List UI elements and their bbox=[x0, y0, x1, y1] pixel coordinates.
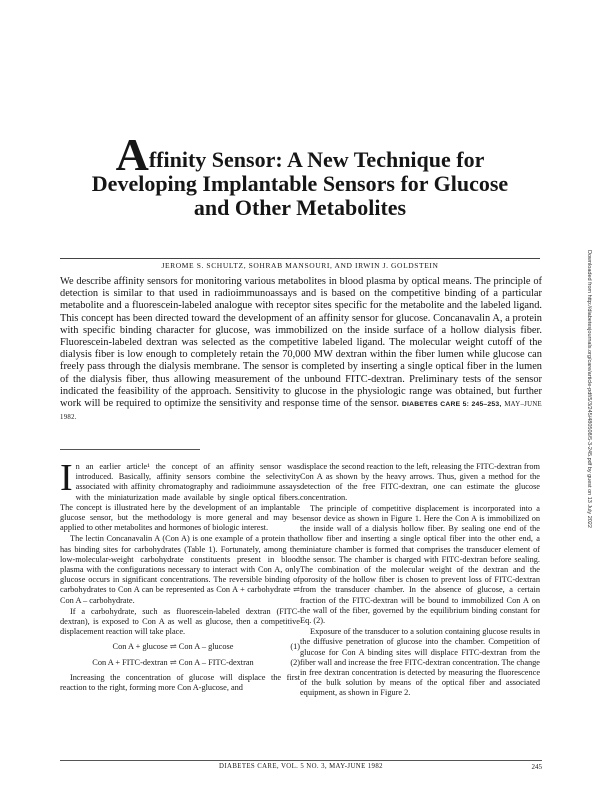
download-watermark: Downloaded from http://diabetesjournals.org/care/article-pdf/5/3/245/480508/5-3-245.pdf by guest on 13 July 2022 bbox=[586, 250, 592, 528]
author-line: JEROME S. SCHULTZ, SOHRAB MANSOURI, AND IRWIN J. GOLDSTEIN bbox=[60, 258, 540, 270]
equation-1-number: (1) bbox=[290, 642, 300, 652]
paragraph: The principle of competitive displacement is incorporated into a sensor device as shown in Figure 1. Here the Con A is immobilized on the inside wall of a dialysis hollow fiber. By sealing one end of the hollow fiber and inserting a single optical fiber into the other end, a miniature chamber is formed that comprises the transducer element of the sensor. The chamber is charged with FITC-dextran before sealing. The combination of the molecular weight of the dextran and the porosity of the hollow fiber is chosen to prevent loss of FITC-dextran from the transducer chamber. In the absence of glucose, a certain fraction of the FITC-dextran will be bound to immobilized Con A on the wall of the fiber, governed by the equilibrium binding constant for Eq. (2). bbox=[300, 503, 540, 626]
running-footer: DIABETES CARE, VOL. 5 NO. 3, MAY-JUNE 1982 bbox=[219, 763, 383, 770]
abstract-citation: DIABETES CARE 5: 245–253, bbox=[401, 401, 502, 409]
paragraph: If a carbohydrate, such as fluorescein-labeled dextran (FITC-dextran), is exposed to Con A as well as glucose, then a competitive displacement reaction will take place. bbox=[60, 606, 300, 637]
footer-rule bbox=[60, 760, 542, 761]
abstract-citation-date: MAY–JUNE 1982. bbox=[60, 401, 542, 422]
title-line-1 bbox=[62, 129, 538, 180]
title-line-3: and Other Metabolites bbox=[193, 195, 407, 220]
equation-2-number: (2) bbox=[290, 657, 300, 667]
paragraph: Increasing the concentration of glucose will displace the first reaction to the right, forming more Con A-glucose, and bbox=[60, 672, 300, 693]
paragraph-text: n an earlier article¹ the concept of an affinity sensor was introduced. Basically, affinity sensors combine the selectivity associated with affinity chromatography and radioimmune assays with the miniaturization made available by single optical fibers. The concept is illustrated here by the development of an implantable glucose sensor, but the methodology is more general and may be applied to other metabolites and hormones of biologic interest. bbox=[60, 462, 300, 533]
section-divider bbox=[60, 449, 200, 450]
article-title bbox=[62, 129, 538, 220]
equation-1-formula: Con A + glucose ⇌ Con A – glucose bbox=[112, 642, 234, 652]
title-line-2: Developing Implantable Sensors for Glucose bbox=[91, 171, 509, 196]
paragraph: displace the second reaction to the left, releasing the FITC-dextran from Con A as shown by the heavy arrows. Thus, given a method for the detection of the free FITC-dextran, one can estimate the glucose concentration. bbox=[300, 462, 540, 502]
title-dropcap: A bbox=[115, 129, 149, 180]
equation-1 bbox=[60, 642, 300, 652]
paragraph bbox=[60, 457, 300, 533]
body-column-right bbox=[300, 462, 540, 700]
abstract bbox=[60, 276, 542, 424]
paragraph: Exposure of the transducer to a solution containing glucose results in the diffusive penetration of glucose into the chamber. Competition of glucose for Con A binding sites will displace FITC-dextran from the fiber wall and increase the free FITC-dextran concentration. The change in free dextran concentration is detected by measuring the fluorescence of the bulk solution by means of the optical fiber and associated equipment, as shown in Figure 2. bbox=[300, 627, 540, 698]
title-line-1-text: ffinity Sensor: A New Technique for bbox=[148, 147, 485, 172]
body-column-left bbox=[60, 457, 300, 694]
paragraph: The lectin Concanavalin A (Con A) is one example of a protein that has binding sites for carbohydrates (Table 1). Fortunately, among the low-molecular-weight carbohydrate constituents present in blood plasma with the configurations necessary to interact with Con A, only glucose occurs in significant concentrations. The reversible binding of carbohydrates to Con A can be represented as Con A + carbohydrate ⇌ Con A – carbohydrate. bbox=[60, 534, 300, 605]
abstract-text: We describe affinity sensors for monitoring various metabolites in blood plasma by optical means. The principle of detection is similar to that used in radioimmunoassays and is based on the competitive binding of a particular metabolite and a fluorescein-labeled analogue with receptor sites specific for the metabolite and the labeled ligand. This concept has been directed toward the development of an affinity sensor for glucose. Concanavalin A, a protein with specific binding character for glucose, was immobilized on the inside surface of a hollow dialysis fiber. Fluorescein-labeled dextran was selected as the competitive labeled ligand. The molecular weight cutoff of the dialysis fiber is low enough to completely retain the 70,000 MW dextran within the fiber lumen while glucose can freely pass through the dialysis membrane. The sensor is completed by inserting a single optical fiber in the lumen of the dialysis fiber, thus allowing measurement of the unbound FITC-dextran. Preliminary tests of the sensor indicated the feasibility of the approach. Sensitivity to glucose in the physiologic range was obtained, but further work will be required to optimize the sensitivity and response time of the sensor. bbox=[60, 276, 542, 410]
equation-2 bbox=[60, 658, 300, 668]
page-number: 245 bbox=[531, 763, 542, 771]
paragraph-dropcap: I bbox=[60, 457, 73, 499]
equation-2-formula: Con A + FITC-dextran ⇌ Con A – FITC-dextran bbox=[92, 657, 254, 667]
